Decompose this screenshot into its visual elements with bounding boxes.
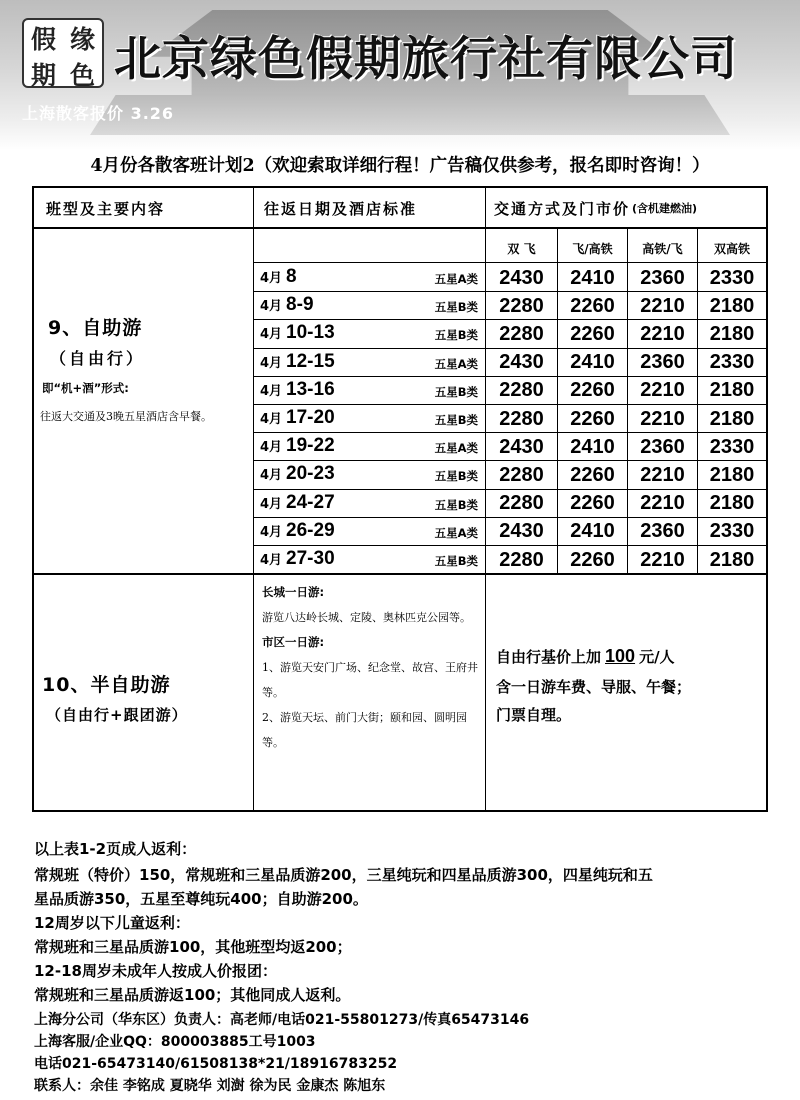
company-name: 北京绿色假期旅行社有限公司 [114,32,738,87]
tour-date [260,264,297,292]
col-header-price [486,188,776,228]
tour-date-row [254,349,768,377]
tour-date-month: 4月 [260,468,283,484]
price-cell: 2410 [570,351,615,374]
price-cell: 2260 [570,407,615,430]
price-cell: 2410 [570,266,615,289]
tour10-subtitle: （自由行+跟团游） [46,706,188,724]
price-cell: 2180 [709,492,755,515]
tiananmen-base-graphic [90,95,730,135]
price-cell: 2360 [640,351,685,374]
price-cell: 2180 [709,322,755,345]
tour9-subtitle: （自由行） [50,349,146,368]
price-cell: 2430 [499,435,544,458]
price-col-rail-flight: 高铁/飞 [642,241,683,256]
tour-date-month: 4月 [260,355,283,371]
tour-date [260,518,335,546]
tour-date-month: 4月 [260,383,283,399]
price-cell: 2280 [499,322,544,345]
tour-date-month: 4月 [260,524,283,540]
price-table [32,186,768,812]
tour-date-row [254,405,768,433]
tour-date-days: 26-29 [286,519,335,541]
header-banner [0,0,800,150]
col-header-price-label: 交通方式及门市价 [494,199,631,218]
price-col-double-flight: 双 飞 [507,241,536,256]
price-cell: 2410 [570,435,615,458]
rebate-child-title: 12周岁以下儿童返利： [34,914,190,932]
tour-date [260,292,314,320]
tour9-title: 9、自助游 [48,317,143,339]
tour-date-days: 8 [286,266,297,287]
tour-date [260,320,335,348]
logo-char: 色 [69,61,95,90]
price-cell: 2260 [570,463,615,486]
tour10-price [486,574,768,810]
price-cell: 2180 [709,407,755,430]
tour-date-month: 4月 [260,299,283,315]
price-cell: 2210 [640,463,685,486]
tour-date-row [254,320,768,348]
price-cell: 2180 [709,463,755,486]
tour-date-month: 4月 [260,553,283,568]
tour-date-days: 24-27 [286,491,335,513]
hotel-standard: 五星A类 [434,356,478,371]
price-cell: 2430 [499,266,544,289]
price-cell: 2360 [640,520,685,543]
city-tour-desc-1: 1、游览天安门广场、纪念堂、故宫、王府井等。 [262,661,478,699]
branch-contact: 上海分公司（华东区）负责人：高老师/电话021-55801273/传真65473146 [34,1012,530,1028]
rebate-adult-title: 以上表1-2页成人返利： [34,840,197,858]
tour-date-row [254,292,768,320]
city-tour-title: 市区一日游: [262,635,325,649]
tour-date-month: 4月 [260,412,283,427]
phone-numbers: 电话021-65473140/61508138*21/18916783252 [34,1056,398,1072]
price-cell: 2330 [709,266,755,289]
plan-title: 4月份各散客班计划2（欢迎索取详细行程！广告稿仅供参考，报名即时咨询！） [90,156,710,176]
tour-date [260,405,335,433]
price-cell: 2280 [499,379,544,402]
tour9-desc: 往返大交通及3晚五星酒店含早餐。 [40,410,212,423]
price-cell: 2280 [499,407,544,430]
row-divider [254,262,766,263]
col-header-date: 往返日期及酒店标准 [264,199,418,218]
rebate-child-line: 常规班和三星品质游100，其他班型均返200； [34,938,352,956]
tour-date-days: 8-9 [286,294,314,316]
tour-date-row [254,461,768,489]
tour-date-days: 12-15 [286,350,335,372]
great-wall-desc: 游览八达岭长城、定陵、奥林匹克公园等。 [262,611,471,624]
tour10-title: 10、半自助游 [42,674,171,696]
tour10-price-line [496,646,675,667]
price-cell: 2210 [640,379,685,402]
tour10-itinerary [254,574,486,810]
city-tour-desc-2: 2、游览天坛、前门大街；颐和园、圆明园等。 [262,711,467,749]
tour-date-month: 4月 [260,440,283,456]
price-cell: 2260 [570,492,615,515]
price-cell: 2430 [499,351,544,374]
hotel-standard: 五星A类 [434,272,478,286]
tour-date-days: 19-22 [286,435,335,457]
tour10-includes: 含一日游车费、导服、午餐； [496,678,692,696]
hotel-standard: 五星A类 [434,525,478,540]
price-cell: 2210 [640,548,685,571]
contact-persons: 联系人：余佳 李铭成 夏晓华 刘澍 徐为民 金康杰 陈旭东 [34,1078,386,1094]
tour-date [260,490,335,518]
tour-date [260,433,335,461]
tour-date-days: 10-13 [286,322,335,344]
price-cell: 2410 [570,520,615,543]
price-cell: 2280 [499,492,544,515]
price-cell: 2260 [570,379,615,402]
price-cell: 2210 [640,294,685,317]
tour-date-row [254,518,768,546]
price-cell: 2210 [640,322,685,345]
price-col-double-rail: 双高铁 [713,241,750,256]
price-cell: 2260 [570,322,615,345]
tour-date-month: 4月 [260,327,283,343]
tour-date [260,546,335,574]
tour-date [260,377,335,405]
price-cell: 2260 [570,294,615,317]
hotel-standard: 五星B类 [434,554,478,568]
price-cell: 2180 [709,294,755,317]
price-cell: 2280 [499,294,544,317]
tour10-price-amount: 100 [605,646,636,666]
tour-date-month: 4月 [260,496,283,512]
price-cell: 2330 [709,351,755,374]
tour-date-days: 27-30 [286,548,335,569]
tour10-info [34,574,254,810]
tour10-price-prefix: 自由行基价上加 [496,648,602,666]
tour9-form: 即“机+酒”形式: [42,381,129,395]
price-cell: 2260 [570,548,615,571]
tour-date-row [254,377,768,405]
hotel-standard: 五星B类 [434,469,478,484]
price-cell: 2180 [709,379,755,402]
great-wall-title: 长城一日游: [262,585,325,599]
tour-date-days: 17-20 [286,407,335,428]
hotel-standard: 五星B类 [434,497,478,512]
col-header-price-note: (含机建燃油) [632,202,698,215]
hotel-standard: 五星A类 [434,441,478,456]
price-cell: 2280 [499,548,544,571]
logo-char: 假 [30,25,56,54]
price-cell: 2210 [640,407,685,430]
company-logo [22,18,104,88]
price-cell: 2330 [709,435,755,458]
hotel-standard: 五星B类 [434,328,478,343]
price-cell: 2210 [640,492,685,515]
rebate-adult-line-1: 常规班（特价）150，常规班和三星品质游200，三星纯玩和四星品质游300，四星纯玩和五 [34,866,653,884]
rebate-adult-line-2: 星品质游350，五星至尊纯玩400；自助游200。 [34,890,368,908]
quote-subtitle: 上海散客报价 3.26 [22,104,175,123]
hotel-standard: 五星B类 [434,413,478,427]
col-header-type: 班型及主要内容 [46,199,166,218]
tour-date [260,349,335,377]
price-col-flight-rail: 飞/高铁 [572,241,613,256]
tour9-info [34,228,254,574]
price-cell: 2180 [709,548,755,571]
tour-date-row [254,264,768,292]
tour-date-days: 13-16 [286,378,335,400]
price-cell: 2430 [499,520,544,543]
logo-char: 缘 [69,25,95,54]
rebate-minor-title: 12-18周岁未成年人按成人价报团： [34,962,277,980]
tour-date-row [254,546,768,574]
customer-service-qq: 上海客服/企业QQ：800003885工号1003 [34,1034,316,1050]
rebate-minor-line: 常规班和三星品质游返100；其他同成人返利。 [34,986,351,1004]
hotel-standard: 五星B类 [434,384,478,399]
tour10-price-suffix: 元/人 [639,648,675,666]
price-cell: 2360 [640,435,685,458]
tour-date-month: 4月 [260,271,283,286]
price-cell: 2280 [499,463,544,486]
tour-date-row [254,490,768,518]
logo-char: 期 [30,61,56,90]
price-cell: 2330 [709,520,755,543]
tour-date [260,461,335,489]
tour-date-row [254,433,768,461]
tour10-tickets-note: 门票自理。 [496,706,572,724]
price-cell: 2360 [640,266,685,289]
tour-date-days: 20-23 [286,463,335,485]
hotel-standard: 五星B类 [434,300,478,315]
